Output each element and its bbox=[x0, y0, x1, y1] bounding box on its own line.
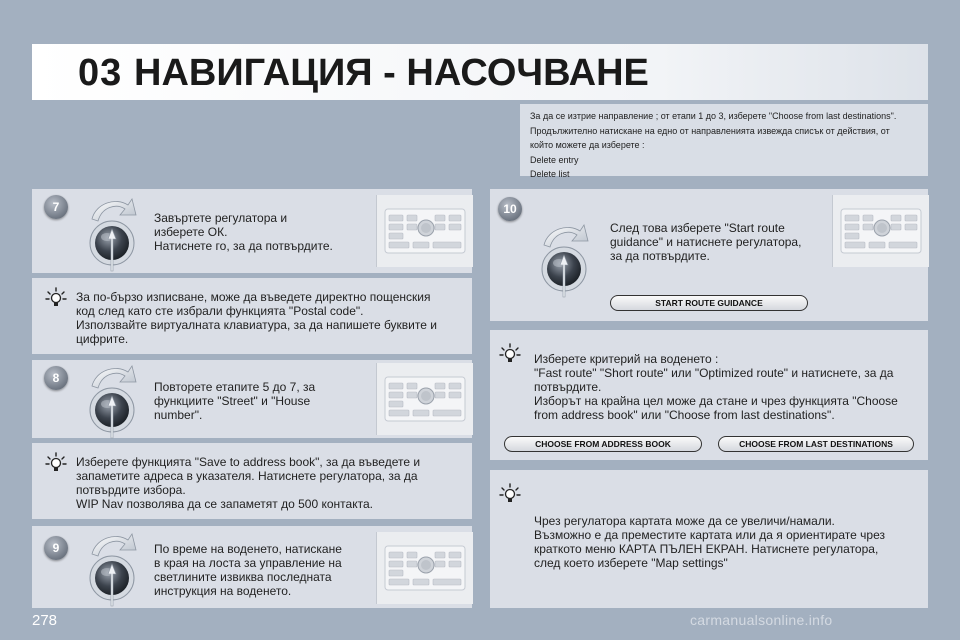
rotate-knob-icon bbox=[82, 528, 142, 608]
text-line: Изберете функцията "Save to address book", за да въведете и bbox=[76, 455, 421, 469]
text-line: код след като сте избрали функцията "Postal code". bbox=[76, 304, 364, 318]
step-instruction bbox=[154, 211, 333, 253]
note-line: Delete list bbox=[530, 169, 570, 179]
text-line: за да потвърдите. bbox=[610, 249, 710, 263]
lightbulb-icon bbox=[498, 342, 522, 366]
note-line: който можете да изберете : bbox=[530, 140, 645, 150]
text-line: цифрите. bbox=[76, 332, 129, 346]
note-line: Продължително натискане на едно от направленията извежда списък от действия, от bbox=[530, 125, 890, 136]
text-line: from address book" или "Choose from last destinations". bbox=[534, 408, 835, 422]
step-number-badge: 9 bbox=[44, 536, 68, 560]
step-instruction bbox=[610, 221, 801, 263]
step-instruction bbox=[154, 542, 342, 598]
text-line: След това изберете "Start route bbox=[610, 221, 785, 235]
lightbulb-icon bbox=[44, 451, 68, 475]
lightbulb-icon bbox=[44, 286, 68, 310]
text-line: Повторете етапите 5 до 7, за bbox=[154, 380, 316, 394]
text-line: Чрез регулатора картата може да се увеличи/намали. bbox=[534, 514, 835, 528]
text-line: в края на лоста за управление на bbox=[154, 556, 342, 570]
text-line: инструкция на воденето. bbox=[154, 584, 292, 598]
step-panel-7 bbox=[32, 189, 472, 273]
rotate-knob-icon bbox=[82, 193, 142, 273]
text-line: потвърдите избора. bbox=[76, 483, 186, 497]
text-line: Изберете критерий на воденето : bbox=[534, 352, 719, 366]
page-number: 278 bbox=[32, 612, 58, 629]
rotate-knob-icon bbox=[534, 219, 594, 299]
text-line: след което изберете "Map settings" bbox=[534, 556, 728, 570]
radio-unit-icon bbox=[832, 195, 929, 267]
note-line: Delete entry bbox=[530, 154, 579, 165]
text-line: функциите "Street" и "House bbox=[154, 394, 311, 408]
text-line: number". bbox=[154, 408, 203, 422]
tip-panel-map-settings bbox=[490, 470, 928, 608]
text-line: WIP Nav позволява да се запаметят до 500 контакта. bbox=[76, 497, 373, 511]
text-line: "Fast route" "Short route" или "Optimized route" и натиснете, за да bbox=[534, 366, 894, 380]
step-number-badge: 8 bbox=[44, 366, 68, 390]
text-line: Завъртете регулатора и bbox=[154, 211, 288, 225]
page-title: НАВИГАЦИЯ - НАСОЧВАНЕ bbox=[134, 52, 649, 94]
text-line: Възможно е да преместите картата или да я ориентирате чрез bbox=[534, 528, 885, 542]
step-panel-9 bbox=[32, 526, 472, 608]
text-line: По време на воденето, натискане bbox=[154, 542, 342, 556]
tip-text bbox=[76, 290, 437, 346]
choose-from-last-destinations-button[interactable]: CHOOSE FROM LAST DESTINATIONS bbox=[718, 436, 914, 452]
text-line: краткото меню КАРТА ПЪЛЕН ЕКРАН. Натиснете регулатора, bbox=[534, 542, 879, 556]
step-panel-8 bbox=[32, 360, 472, 438]
tip-panel-route-criteria bbox=[490, 330, 928, 460]
text-line: guidance" и натиснете регулатора, bbox=[610, 235, 802, 249]
start-route-guidance-button[interactable]: START ROUTE GUIDANCE bbox=[610, 295, 808, 311]
radio-unit-icon bbox=[376, 532, 473, 604]
lightbulb-icon bbox=[498, 482, 522, 506]
rotate-knob-icon bbox=[82, 360, 142, 440]
text-line: изберете ОК. bbox=[154, 225, 228, 239]
delete-destination-note bbox=[520, 104, 928, 179]
text-line: Използвайте виртуалната клавиатура, за да напишете буквите и bbox=[76, 318, 437, 332]
tip-panel-postal-code bbox=[32, 278, 472, 354]
step-number-badge: 7 bbox=[44, 195, 68, 219]
tip-text bbox=[76, 455, 420, 511]
watermark: carmanualsonline.info bbox=[690, 612, 833, 628]
note-line: За да се изтрие направление ; от етапи 1 до 3, изберете "Choose from last destinations". bbox=[530, 111, 897, 121]
text-line: светлините извиква последната bbox=[154, 570, 332, 584]
text-line: запаметите адреса в указателя. Натиснете регулатора, за да bbox=[76, 469, 418, 483]
choose-from-address-book-button[interactable]: CHOOSE FROM ADDRESS BOOK bbox=[504, 436, 702, 452]
tip-panel-address-book bbox=[32, 443, 472, 519]
radio-unit-icon bbox=[376, 363, 473, 435]
step-number-badge: 10 bbox=[498, 197, 522, 221]
step-instruction bbox=[154, 380, 315, 422]
radio-unit-icon bbox=[376, 195, 473, 267]
tip-text bbox=[534, 352, 898, 422]
chapter-number: 03 bbox=[78, 52, 123, 94]
text-line: Натиснете го, за да потвърдите. bbox=[154, 239, 333, 253]
step-panel-10 bbox=[490, 189, 928, 321]
text-line: Изборът на крайна цел може да стане и чрез функцията "Choose bbox=[534, 394, 898, 408]
text-line: потвърдите. bbox=[534, 380, 602, 394]
tip-text bbox=[534, 514, 885, 570]
text-line: За по-бързо изписване, може да въведете директно пощенския bbox=[76, 290, 431, 304]
